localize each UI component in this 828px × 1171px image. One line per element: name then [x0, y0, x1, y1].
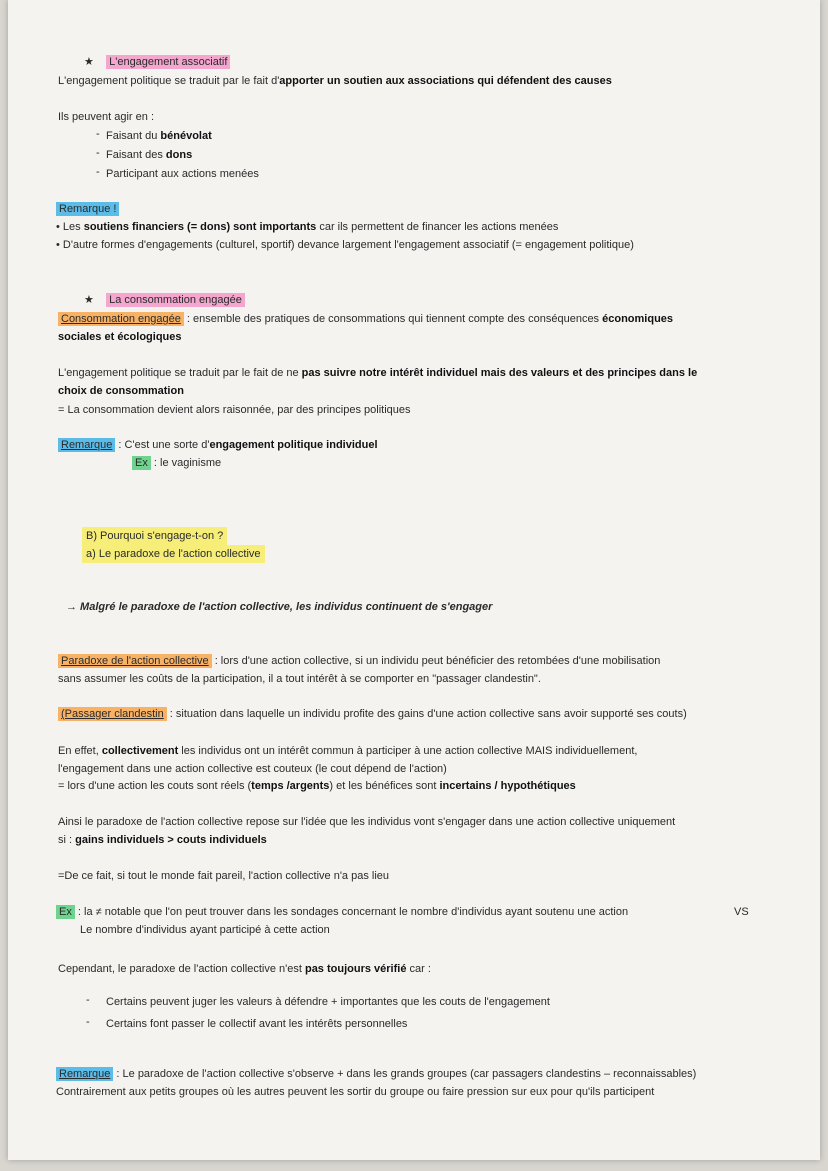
definition: (Passager clandestin : situation dans laquelle un individu profite des gains d'une action collective sans avoir supporté ses couts) [58, 707, 687, 721]
paragraph: L'engagement politique se traduit par le fait de ne pas suivre notre intérêt individuel mais des valeurs et des principes dans le [58, 367, 698, 379]
remark: Remarque : Le paradoxe de l'action collective s'observe + dans les grands groupes (car passagers clandestins – reconnaissables) [56, 1067, 696, 1081]
term: Paradoxe de l'action collective [58, 654, 212, 668]
term: (Passager clandestin [58, 707, 167, 721]
dash-bullet: - [86, 1016, 90, 1028]
example-label: Ex [56, 905, 75, 919]
paragraph: L'engagement politique se traduit par le fait d'apporter un soutien aux associations qui défendent des causes [58, 75, 612, 87]
section-title: L'engagement associatif [106, 55, 230, 69]
section-engagement-associatif-heading [84, 55, 230, 69]
list-item: Faisant du bénévolat [106, 130, 212, 142]
paragraph: En effet, collectivement les individus ont un intérêt commun à participer à une action collective MAIS individuellement, [58, 745, 638, 757]
dash-bullet: - [96, 147, 100, 159]
paragraph-conclusion: = La consommation devient alors raisonnée, par des principes politiques [58, 404, 411, 416]
paragraph: Ils peuvent agir en : [58, 111, 155, 123]
list-item: Participant aux actions menées [106, 168, 259, 180]
paragraph: =De ce fait, si tout le monde fait pareil, l'action collective n'a pas lieu [58, 870, 390, 882]
paragraph-continued: choix de consommation [58, 385, 184, 397]
dash-bullet: - [96, 166, 100, 178]
paragraph-continued: si : gains individuels > couts individuels [58, 834, 267, 846]
list-item: Certains peuvent juger les valeurs à défendre + importantes que les couts de l'engagement [106, 996, 550, 1008]
definition: Consommation engagée : ensemble des pratiques de consommations qui tiennent compte des conséquences économiques [58, 312, 673, 326]
definition-continued: sociales et écologiques [58, 331, 182, 343]
term: Consommation engagée [58, 312, 184, 326]
remark-bullet-item: • D'autre formes d'engagements (culturel, sportif) devance largement l'engagement associatif (= engagement politique) [56, 239, 634, 251]
star-icon: ★ [84, 56, 94, 68]
vs-marker: VS [734, 906, 749, 918]
remark: Remarque : C'est une sorte d'engagement politique individuel [58, 438, 378, 452]
document-page [8, 0, 820, 1160]
paragraph-continued: l'engagement dans une action collective est couteux (le cout dépend de l'action) [58, 763, 447, 775]
list-item: Certains font passer le collectif avant les intérêts personnelles [106, 1018, 408, 1030]
paragraph: Ainsi le paradoxe de l'action collective repose sur l'idée que les individus vont s'engager dans une action collective uniquement [58, 816, 676, 828]
star-icon: ★ [84, 294, 94, 306]
remark-label: Remarque [56, 1067, 113, 1081]
example: Ex : la ≠ notable que l'on peut trouver dans les sondages concernant le nombre d'individus ayant soutenu une action [56, 905, 628, 919]
paragraph: Cependant, le paradoxe de l'action collective n'est pas toujours vérifié car : [58, 963, 431, 975]
remark-continued: Contrairement aux petits groupes où les autres peuvent les sortir du groupe ou faire pression sur eux pour qu'ils participent [56, 1086, 655, 1098]
definition-continued: sans assumer les coûts de la participation, il a tout intérêt à se comporter en "passager clandestin". [58, 673, 541, 685]
definition: Paradoxe de l'action collective : lors d'une action collective, si un individu peut bénéficier des retombées d'une mobilisation [58, 654, 660, 668]
example: Ex : le vaginisme [132, 456, 221, 470]
example-continued: Le nombre d'individus ayant participé à cette action [80, 924, 330, 936]
remark-label: Remarque ! [56, 202, 119, 216]
list-item: Faisant des dons [106, 149, 193, 161]
dash-bullet: - [96, 128, 100, 140]
heading-b: B) Pourquoi s'engage-t-on ? [82, 527, 227, 545]
remark-label: Remarque [58, 438, 115, 452]
paragraph-continued: = lors d'une action les couts sont réels (temps /argents) et les bénéfices sont incertains / hypothétiques [58, 780, 576, 792]
remark-bullet-item: • Les soutiens financiers (= dons) sont importants car ils permettent de financer les actions menées [56, 221, 559, 233]
section-title: La consommation engagée [106, 293, 245, 307]
dash-bullet: - [86, 994, 90, 1006]
heading-a: a) Le paradoxe de l'action collective [82, 545, 265, 563]
example-label: Ex [132, 456, 151, 470]
arrow-statement: → Malgré le paradoxe de l'action collective, les individus continuent de s'engager [66, 601, 493, 613]
section-consommation-engagee-heading [84, 293, 245, 307]
